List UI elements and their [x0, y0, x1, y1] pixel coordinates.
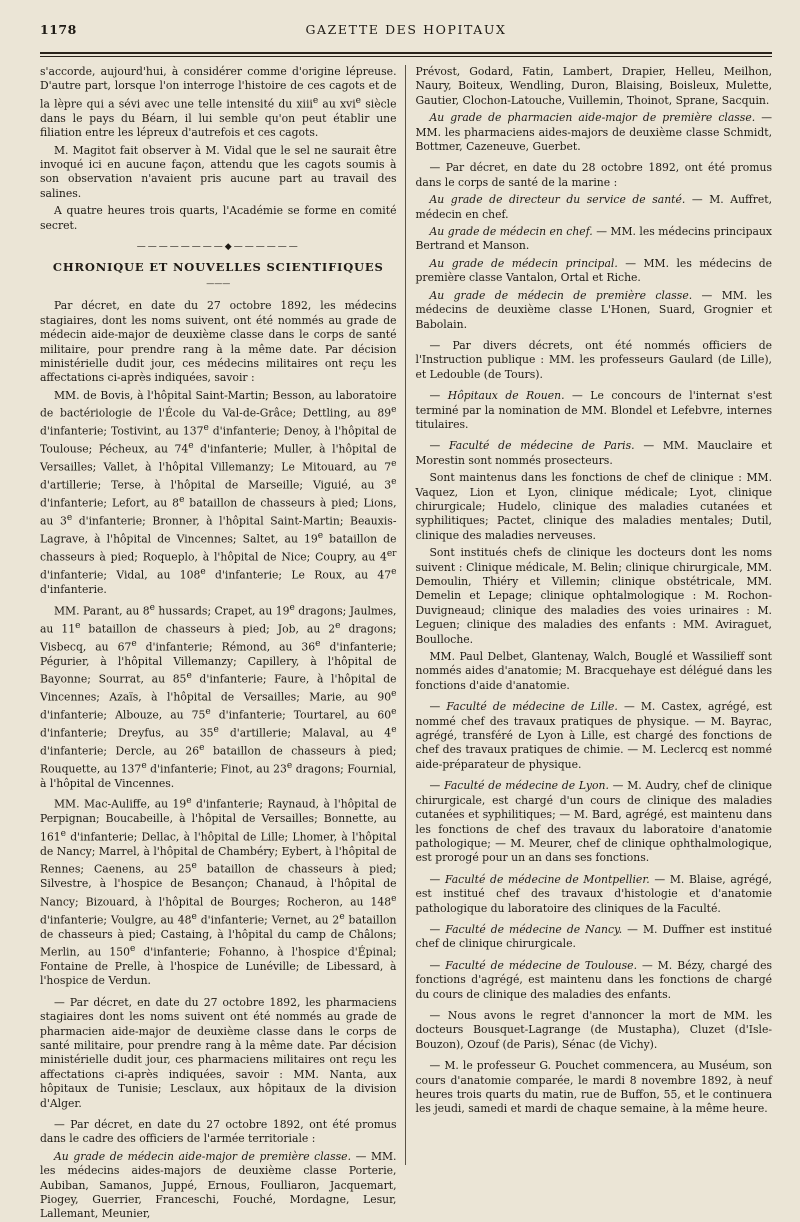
left-body-paragraphs	[40, 299, 397, 1222]
right-body-paragraph: — Par divers décrets, ont été nommés officiers de l'Instruction publique : MM. les professeurs Gaulard (de Lille), et Ledouble (de Tours).	[415, 338, 772, 381]
right-body-paragraph: — Hôpitaux de Rouen. — Le concours de l'internat s'est terminé par la nomination de MM. Blondel et Lefebvre, internes titulaires.	[415, 389, 772, 431]
text-columns	[40, 65, 773, 1221]
right-body-paragraph: Au grade de pharmacien aide-major de première classe. — MM. les pharmaciens aides-majors de deuxième classe Schmidt, Bottmer, Cazeneuve, Guerbet.	[415, 111, 772, 154]
right-body-paragraph: — Faculté de médecine de Paris. — MM. Mauclaire et Morestin sont nommés prosecteurs.	[415, 439, 772, 467]
page-number: 1178	[40, 22, 77, 37]
right-body-paragraph: — Faculté de médecine de Montpellier. — M. Blaise, agrégé, est institué chef des travaux d'histologie et d'anatomie pathologique du laboratoire des cliniques de la Faculté.	[415, 872, 772, 915]
right-body-paragraph: — Nous avons le regret d'annoncer la mort de MM. les docteurs Bousquet-Lagrange (de Mustapha), Cluzet (d'Isle-Bouzon), Ozouf (de Paris), Sénac (de Vichy).	[415, 1008, 772, 1051]
left-body-paragraph: MM. Mac-Auliffe, au 19e d'infanterie; Raynaud, à l'hôpital de Perpignan; Boucabeille, à l'hôpital de Versailles; Bonnette, au 161e d'infanterie; Dellac, à l'hôpital de Lille; Lhomer, à l'hôpital de Nancy; Marrel, à l'hôpital de Chambéry; Eybert, à l'hôpital de Rennes; Caenens, au 25e bataillon de chasseurs à pied; Silvestre, à l'hospice de Besançon; Chanaud, à l'hôpital de Nancy; Bizouard, à l'hôpital de Bourges; Rocheron, au 148e d'infanterie; Voulgre, au 48e d'infanterie; Vernet, au 2e bataillon de chasseurs à pied; Castaing, à l'hôpital du camp de Châlons; Merlin, au 150e d'infanterie; Fohanno, à l'hospice d'Épinal; Fontaine de Prelle, à l'hospice de Lunéville; de Libessard, à l'hospice de Verdun.	[40, 796, 397, 988]
right-body-paragraph: Au grade de médecin principal. — MM. les médecins de première classe Vantalon, Ortal et Riche.	[415, 256, 773, 285]
left-body-paragraph: Par décret, en date du 27 octobre 1892, les médecins stagiaires, dont les noms suivent, ont été nommés au grade de médecin aide-major de deuxième classe dans le corps de santé militaire, pour prendre rang à la même date. Par décision ministérielle dudit jour, ces médecins militaires ont reçu les affectations ci-après indiquées, savoir :	[40, 299, 397, 385]
right-body-paragraph: Sont institués chefs de clinique les docteurs dont les noms suivent : Clinique médicale, M. Belin; clinique chirurgicale, MM. Demoulin, Thiéry et Villemin; clinique obstétricale, MM. Demelin et Lepage; clinique ophtalmologique : M. Rochon-Duvigneaud; clinique des maladies des voies urinaires : M. Leguen; clinique des maladies des enfants : MM. Aviraguet, Boulloche.	[415, 546, 772, 646]
left-top-paragraph: s'accorde, aujourd'hui, à considérer comme d'origine lépreuse. D'autre part, lorsque l'on interroge l'histoire de ces cagots et de la lèpre qui a sévi avec une telle intensité du xiii$^e$ au xvi$^e$ siècle dans le pays du Béarn, il lui semble qu'on peut établir une filiation entre les lépreux d'autrefois et ces cagots.	[40, 65, 397, 140]
right-body-paragraph: — Faculté de médecine de Toulouse. — M. Bézy, chargé des fonctions d'agrégé, est maintenu dans les fonctions de chargé du cours de clinique des maladies des enfants.	[415, 958, 773, 1001]
right-body-paragraph: — M. le professeur G. Pouchet commencera, au Muséum, son cours d'anatomie comparée, le mardi 8 novembre 1892, à neuf heures trois quarts du matin, rue de Buffon, 55, et le continuera les jeudi, samedi et mardi de chaque semaine, à la même heure.	[415, 1059, 772, 1116]
right-body-paragraph: — Faculté de médecine de Lille. — M. Castex, agrégé, est nommé chef des travaux pratiques de physique. — M. Bayrac, agrégé, transféré de Lyon à Lille, est chargé des fonctions de chef des travaux pratiques de chimie. — M. Leclercq est nommé aide-préparateur de physique.	[415, 700, 772, 771]
section-title-rule: ———	[206, 278, 231, 288]
left-body-paragraph: MM. de Bovis, à l'hôpital Saint-Martin; Besson, au laboratoire de bactériologie de l'École du Val-de-Grâce; Dettling, au 89e d'infanterie; Tostivint, au 137e d'infanterie; Denoy, à l'hôpital de Toulouse; Pécheux, au 74e d'infanterie; Muller, à l'hôpital de Versailles; Vallet, à l'hôpital Villemanzy; Le Mitouard, au 7e d'artillerie; Terse, à l'hôpital de Marseille; Viguié, au 3e d'infanterie; Lefort, au 8e bataillon de chasseurs à pied; Lions, au 3e d'infanterie; Bronner, à l'hôpital Saint-Martin; Beauxis-Lagrave, à l'hôpital de Vincennes; Saltet, au 19e bataillon de chasseurs à pied; Roqueplo, à l'hôpital de Nice; Coupry, au 4er d'infanterie; Vidal, au 108e d'infanterie; Le Roux, au 47e d'infanterie.	[40, 388, 397, 597]
right-body-paragraph: — Par décret, en date du 28 octobre 1892, ont été promus dans le corps de santé de la marine :	[415, 161, 772, 189]
left-body-paragraph: Au grade de médecin aide-major de première classe. — MM. les médecins aides-majors de deuxième classe Porterie, Aubiban, Samanos, Juppé, Ernous, Foulliaron, Jacquemart, Piogey, Guerrier, Franceschi, Fouché, Mordagne, Lesur, Lallemant, Meunier,	[40, 1149, 397, 1221]
right-column	[406, 65, 773, 1165]
right-body-paragraph: — Faculté de médecine de Lyon. — M. Audry, chef de clinique chirurgicale, est chargé d'un cours de clinique des maladies cutanées et syphilitiques; — M. Bard, agrégé, est maintenu dans les fonctions de chef des travaux du laboratoire d'anatomie pathologique; — M. Meurer, chef de clinique ophthalmologique, est prorogé pour un an dans ses fonctions.	[415, 779, 772, 865]
left-body-paragraph: — Par décret, en date du 27 octobre 1892, ont été promus dans le cadre des officiers de l'armée territoriale :	[40, 1118, 397, 1146]
right-body-paragraph: Au grade de directeur du service de santé. — M. Auffret, médecin en chef.	[415, 193, 773, 221]
right-body-paragraph: — Faculté de médecine de Nancy. — M. Duffner est institué chef de clinique chirurgicale.	[415, 922, 772, 951]
left-column	[40, 65, 406, 1221]
left-top-paragraphs	[40, 65, 397, 233]
right-body-paragraph: Au grade de médecin de première classe. — MM. les médecins de deuxième classe L'Honen, Suard, Grognier et Babolain.	[415, 288, 772, 331]
header-rule	[40, 52, 772, 54]
section-separator: ————————◆——————	[136, 242, 300, 253]
header-rule-thin	[40, 56, 772, 57]
left-top-paragraph: A quatre heures trois quarts, l'Académie se forme en comité secret.	[40, 204, 397, 232]
right-body-paragraph: Au grade de médecin en chef. — MM. les médecins principaux Bertrand et Manson.	[415, 225, 772, 253]
page-header	[40, 22, 772, 44]
right-body-paragraphs	[416, 65, 773, 1117]
journal-title: GAZETTE DES HOPITAUX	[305, 22, 507, 37]
section-title: CHRONIQUE ET NOUVELLES SCIENTIFIQUES	[52, 260, 384, 275]
left-top-paragraph: M. Magitot fait observer à M. Vidal que le sel ne saurait être invoqué ici en aucune façon, attendu que les cagots soumis à son observation n'avaient pris aucune part au travail des salines.	[40, 143, 397, 200]
left-body-paragraph: — Par décret, en date du 27 octobre 1892, les pharmaciens stagiaires dont les noms suivent ont été nommés au grade de pharmacien aide-major de deuxième classe dans le corps de santé militaire, pour prendre rang à la même date. Par décision ministérielle dudit jour, ces pharmaciens militaires ont reçu les affectations ci-après indiquées, savoir : MM. Nanta, aux hôpitaux de Tunisie; Lesclaux, aux hôpitaux de la division d'Alger.	[40, 995, 397, 1110]
right-body-paragraph: Prévost, Godard, Fatin, Lambert, Drapier, Helleu, Meilhon, Naury, Boiteux, Wendling, Duron, Blaising, Boisleux, Mulette, Gautier, Clochon-Latouche, Vuillemin, Thoinot, Sprane, Sacquin.	[415, 65, 772, 107]
right-body-paragraph: MM. Paul Delbet, Glantenay, Walch, Bouglé et Wassilieff sont nommés aides d'anatomie; M. Bracquehaye est délégué dans les fonctions d'aide d'anatomie.	[415, 650, 772, 692]
left-body-paragraph: MM. Parant, au 8e hussards; Crapet, au 19e dragons; Jaulmes, au 11e bataillon de chasseurs à pied; Job, au 2e dragons; Visbecq, au 67e d'infanterie; Rémond, au 36e d'infanterie; Pégurier, à l'hôpital Villemanzy; Capillery, à l'hôpital de Bayonne; Sourrat, au 85e d'infanterie; Faure, à l'hôpital de Vincennes; Azaïs, à l'hôpital de Versailles; Marie, au 90e d'infanterie; Albouze, au 75e d'infanterie; Tourtarel, au 60e d'infanterie; Dreyfus, au 35e d'artillerie; Malaval, au 4e d'infanterie; Dercle, au 26e bataillon de chasseurs à pied; Rouquette, au 137e d'infanterie; Finot, au 23e dragons; Fournial, à l'hôpital de Vincennes.	[40, 602, 397, 790]
right-body-paragraph: Sont maintenus dans les fonctions de chef de clinique : MM. Vaquez, Lion et Lyon, clinique médicale; Lyot, clinique chirurgicale; Hudelo, clinique des maladies cutanées et syphilitiques; Pactet, clinique des maladies mentales; Dutil, clinique des maladies nerveuses.	[415, 471, 772, 542]
